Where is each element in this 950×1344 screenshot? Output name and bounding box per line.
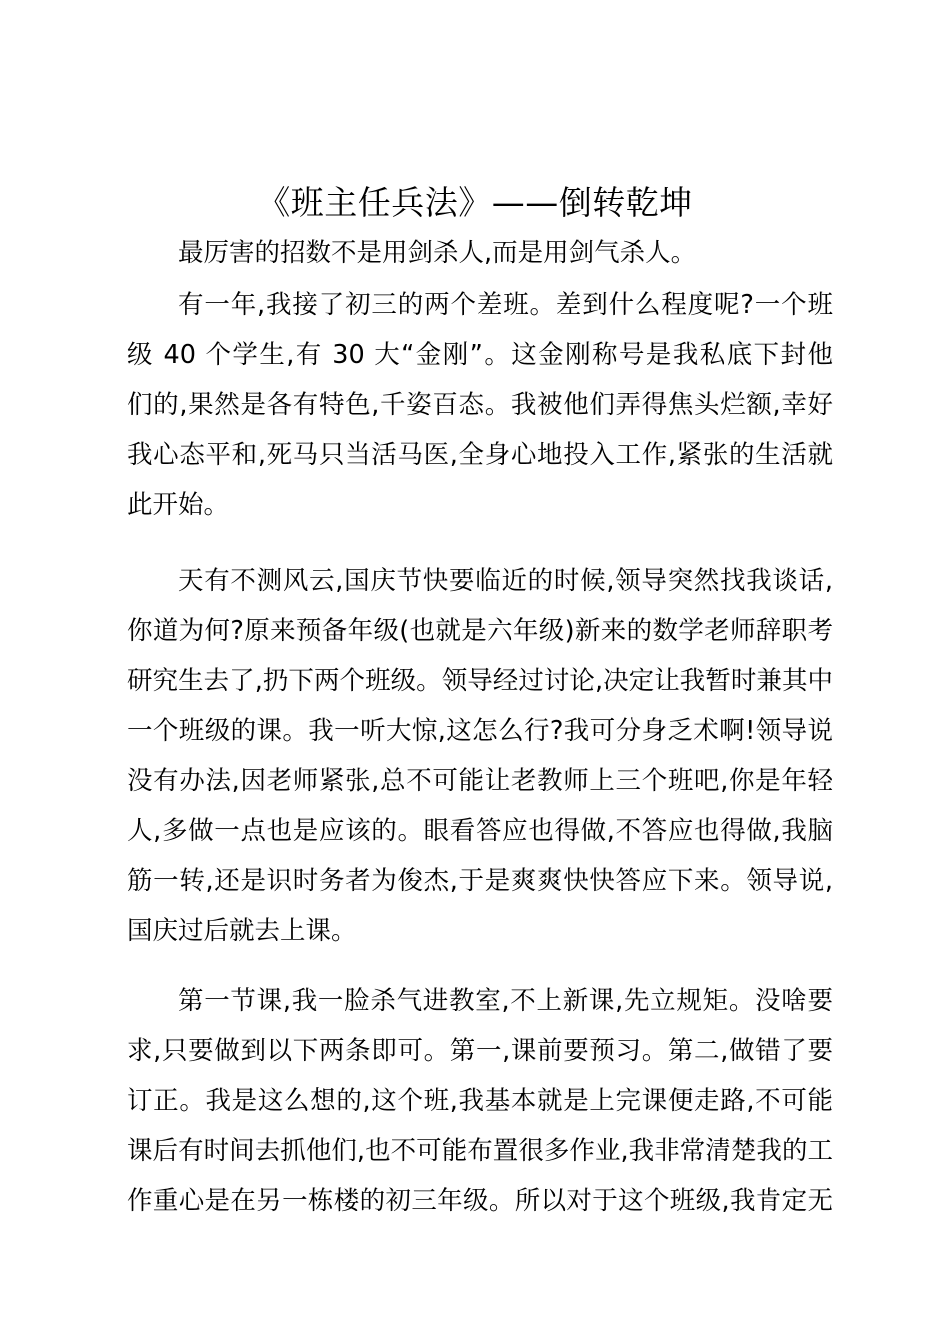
document-title: 《班主任兵法》——倒转乾坤 (257, 183, 693, 222)
paragraph-line: 人,多做一点也是应该的。眼看答应也得做,不答应也得做,我脑 (127, 816, 833, 846)
paragraph-line: 研究生去了,扔下两个班级。领导经过讨论,决定让我暂时兼其中 (127, 666, 833, 696)
paragraph-line: 求,只要做到以下两条即可。第一,课前要预习。第二,做错了要 (127, 1036, 833, 1066)
paragraph-line: 订正。我是这么想的,这个班,我基本就是上完课便走路,不可能 (127, 1086, 833, 1116)
paragraph-line: 你道为何?原来预备年级(也就是六年级)新来的数学老师辞职考 (127, 616, 833, 646)
paragraph-line: 我心态平和,死马只当活马医,全身心地投入工作,紧张的生活就 (127, 440, 833, 470)
paragraph-line: 级 40 个学生,有 30 大“金刚”。这金刚称号是我私底下封他 (127, 340, 833, 370)
paragraph-line: 国庆过后就去上课。 (127, 916, 357, 946)
paragraph-line: 第一节课,我一脸杀气进教室,不上新课,先立规矩。没啥要 (178, 986, 833, 1016)
paragraph-line: 没有办法,因老师紧张,总不可能让老教师上三个班吧,你是年轻 (127, 766, 833, 796)
paragraph-line: 天有不测风云,国庆节快要临近的时候,领导突然找我谈话, (178, 566, 833, 596)
paragraph-line: 作重心是在另一栋楼的初三年级。所以对于这个班级,我肯定无 (127, 1186, 833, 1216)
paragraph-line: 此开始。 (127, 490, 230, 520)
paragraph-line: 有一年,我接了初三的两个差班。差到什么程度呢?一个班 (178, 290, 833, 320)
paragraph-line: 一个班级的课。我一听大惊,这怎么行?我可分身乏术啊!领导说 (127, 716, 833, 746)
paragraph-line: 们的,果然是各有特色,千姿百态。我被他们弄得焦头烂额,幸好 (127, 390, 833, 420)
paragraph-line: 筋一转,还是识时务者为俊杰,于是爽爽快快答应下来。领导说, (127, 866, 833, 896)
paragraph-line: 最厉害的招数不是用剑杀人,而是用剑气杀人。 (178, 238, 697, 268)
paragraph-line: 课后有时间去抓他们,也不可能布置很多作业,我非常清楚我的工 (127, 1136, 833, 1166)
